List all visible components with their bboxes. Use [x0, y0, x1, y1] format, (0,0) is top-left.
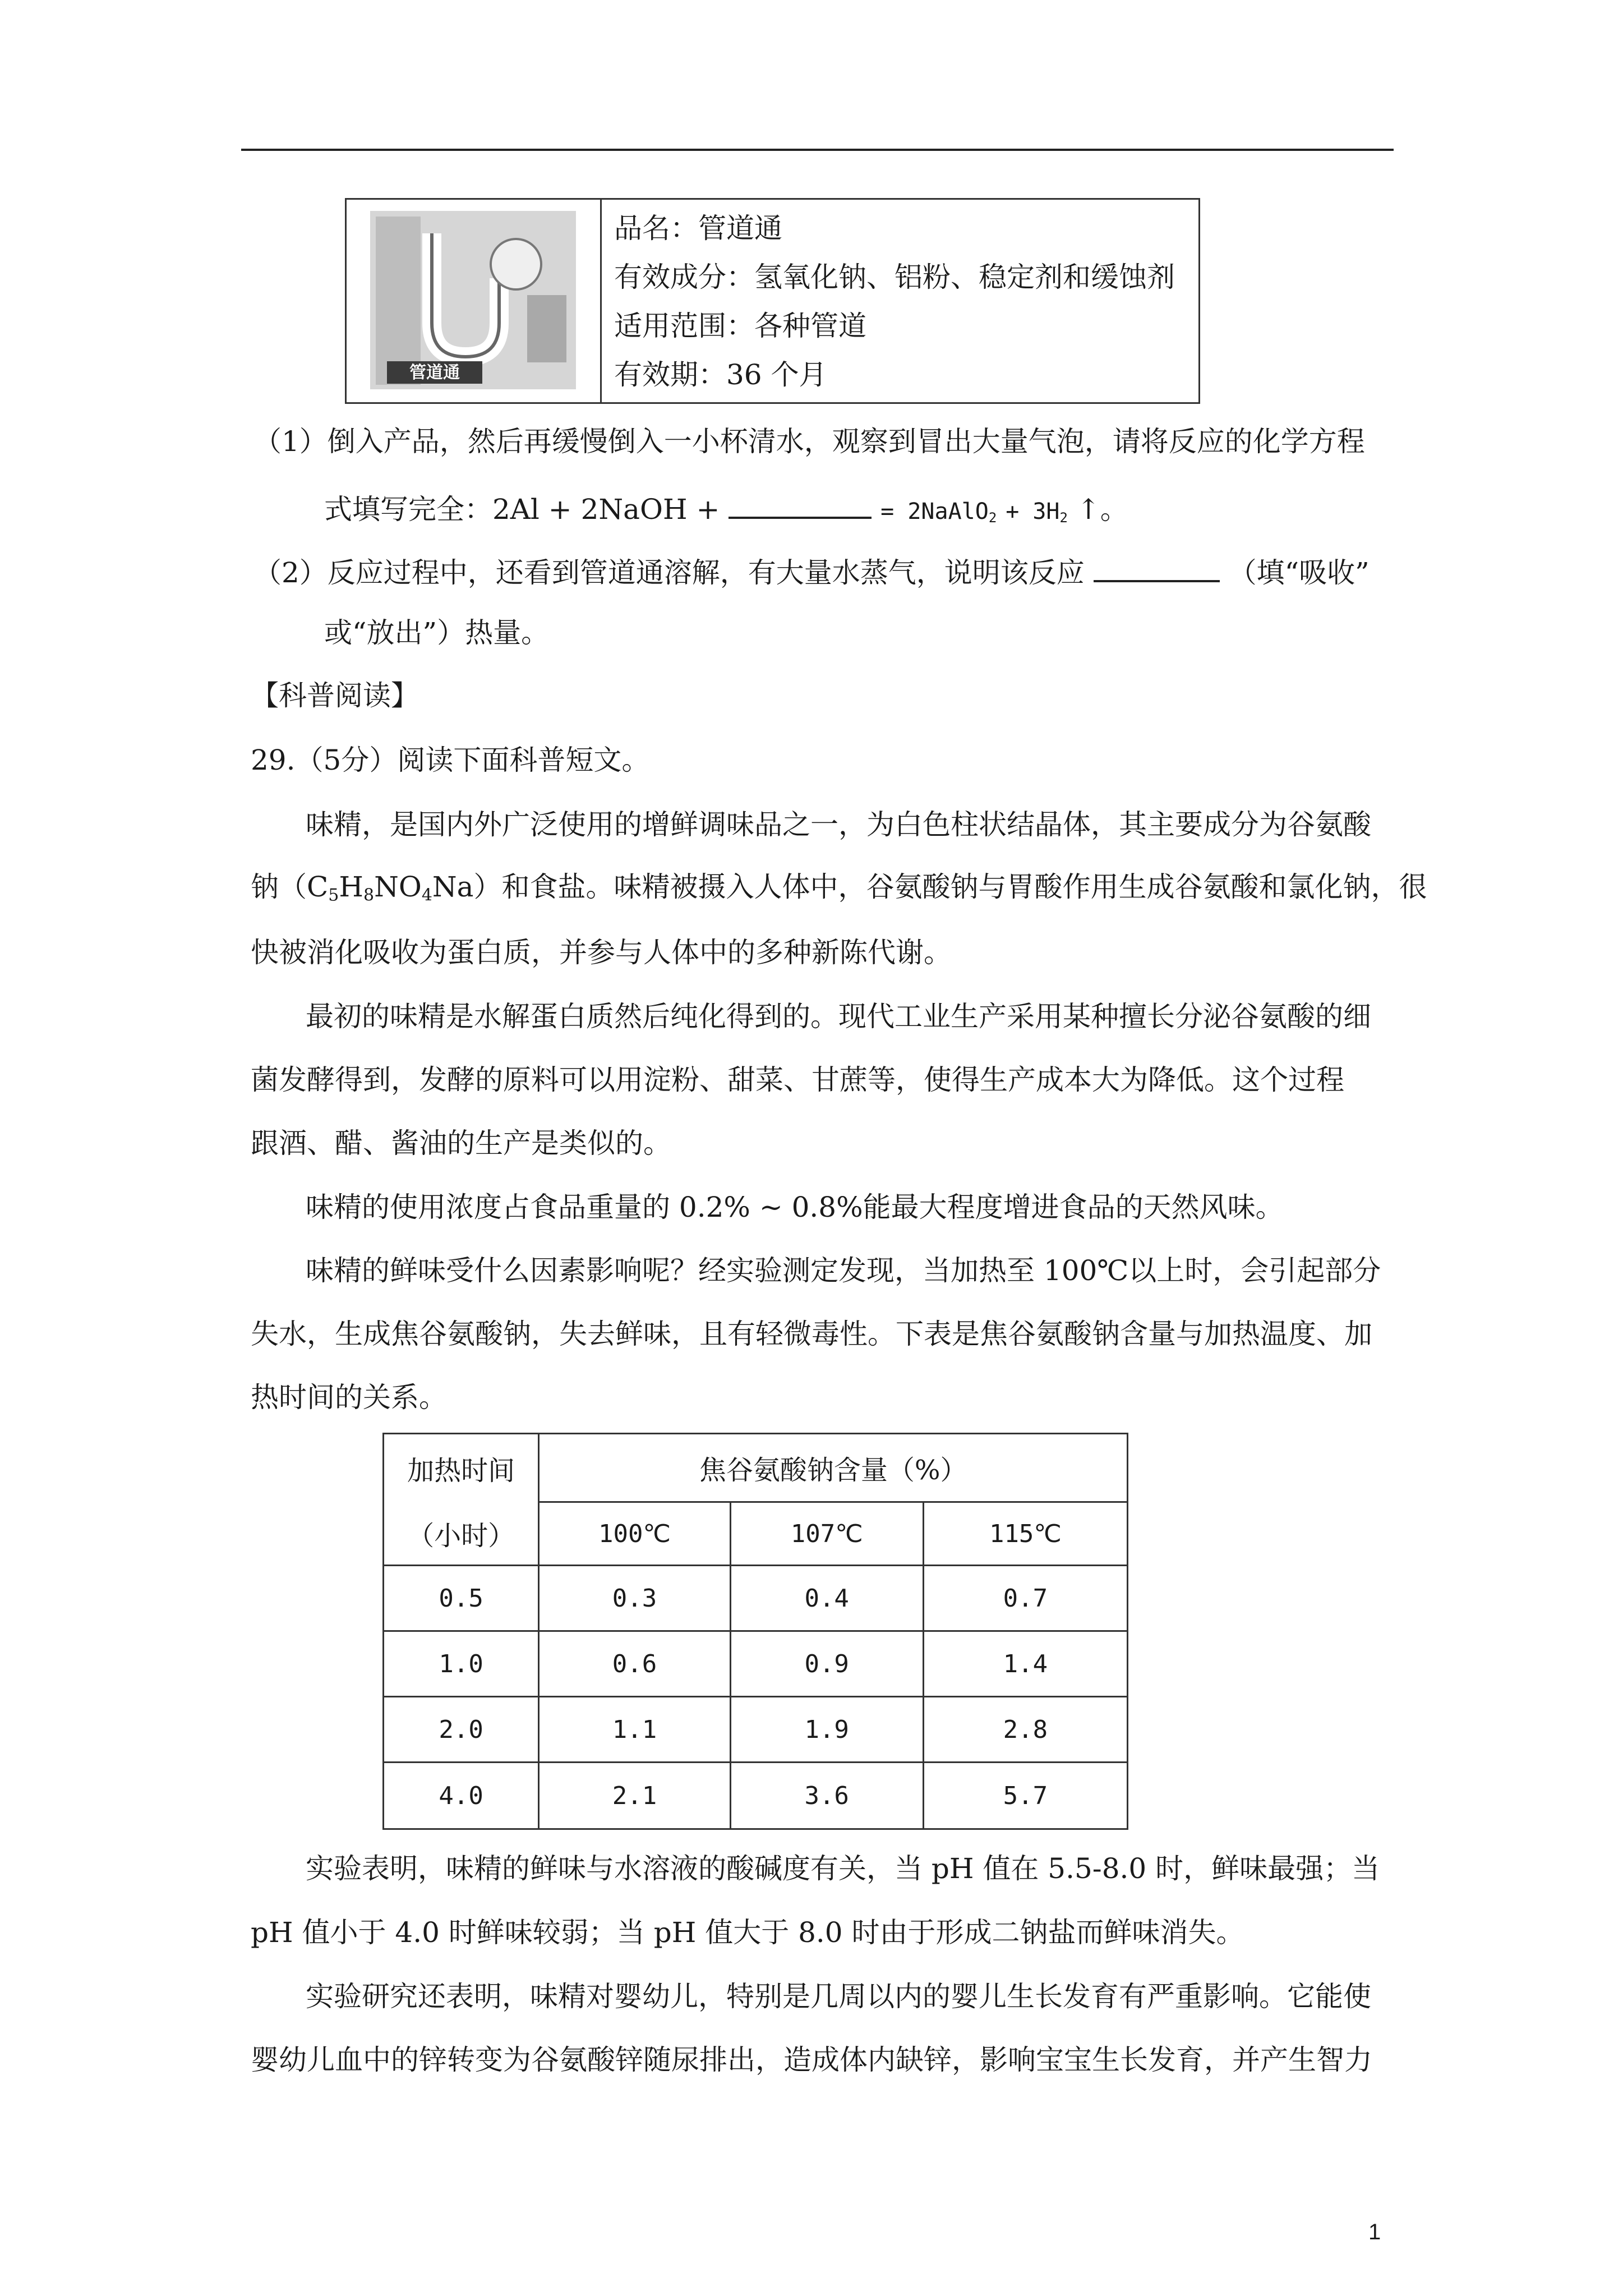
- product-scope: 适用范围：各种管道: [614, 310, 866, 342]
- svg-text:管道通: 管道通: [409, 363, 460, 383]
- p1-line1: 味精，是国内外广泛使用的增鲜调味品之一，为白色柱状结晶体，其主要成分为谷氨酸: [306, 808, 1371, 841]
- q1-answer-blank[interactable]: [728, 492, 872, 519]
- pyroglutamate-table: [382, 1433, 1128, 1830]
- header-time-label: 加热时间: [384, 1434, 539, 1502]
- p2-line1: 最初的味精是水解蛋白质然后纯化得到的。现代工业生产采用某种擅长分泌谷氨酸的细: [306, 1000, 1371, 1033]
- table-row: [384, 1566, 1128, 1631]
- p5-line2: pH 值小于 4.0 时鲜味较弱；当 pH 值大于 8.0 时由于形成二钠盐而鲜味消失。: [251, 1916, 1244, 1949]
- table-row: [384, 1697, 1128, 1763]
- q2-line1-prefix: （2）反应过程中，还看到管道通溶解，有大量水蒸气，说明该反应: [253, 556, 1085, 589]
- table-cell: 0.4: [730, 1566, 923, 1631]
- header-temp-115: 115℃: [923, 1502, 1127, 1566]
- q2-line2: 或“放出”）热量。: [324, 616, 550, 649]
- table-cell: 0.3: [539, 1566, 730, 1631]
- q1-equation-product-2: + $3H_2$: [1006, 499, 1068, 526]
- product-info-table: [345, 198, 1200, 404]
- q1-equation-product-1: = 2NaAlO$_2$: [880, 499, 997, 526]
- page-number: 1: [1368, 2220, 1381, 2244]
- q1-equation-prefix: 式填写完全：2Al + 2NaOH +: [324, 493, 720, 526]
- table-cell: 2.8: [923, 1697, 1127, 1763]
- table-cell: 1.1: [539, 1697, 730, 1763]
- p6-line2: 婴幼儿血中的锌转变为谷氨酸锌随尿排出，造成体内缺锌，影响宝宝生长发育，并产生智力: [251, 2044, 1372, 2076]
- table-cell: 3.6: [730, 1763, 923, 1829]
- q1-line2: [324, 492, 1128, 524]
- p2-line2: 菌发酵得到，发酵的原料可以用淀粉、甜菜、甘蔗等，使得生产成本大为降低。这个过程: [251, 1064, 1344, 1096]
- table-cell: 0.7: [923, 1566, 1127, 1631]
- p1-line3: 快被消化吸收为蛋白质，并参与人体中的多种新陈代谢。: [251, 936, 952, 969]
- p3-line1: 味精的使用浓度占食品重量的 0.2% ~ 0.8%能最大程度增进食品的天然风味。: [306, 1191, 1284, 1223]
- p4-line2: 失水，生成焦谷氨酸钠，失去鲜味，且有轻微毒性。下表是焦谷氨酸钠含量与加热温度、加: [251, 1318, 1372, 1350]
- product-text-cell: [602, 200, 1198, 402]
- table-cell: 1.9: [730, 1697, 923, 1763]
- header-rule: [241, 149, 1394, 151]
- product-photo: [370, 211, 576, 389]
- header-temp-100: 100℃: [539, 1502, 730, 1566]
- q1-line1: （1）倒入产品，然后再缓慢倒入一小杯清水，观察到冒出大量气泡，请将反应的化学方程: [253, 425, 1365, 458]
- table-cell: 1.0: [384, 1631, 539, 1697]
- p2-line3: 跟酒、醋、酱油的生产是类似的。: [251, 1127, 671, 1159]
- table-row: [384, 1631, 1128, 1697]
- q1-equation-suffix: ↑。: [1076, 493, 1128, 526]
- table-cell: 0.6: [539, 1631, 730, 1697]
- p4-line3: 热时间的关系。: [251, 1381, 447, 1414]
- table-cell: 0.5: [384, 1566, 539, 1631]
- product-name: 品名：管道通: [614, 212, 782, 245]
- q2-answer-blank[interactable]: [1094, 555, 1220, 582]
- p1-line2: 钠$(C_5H_8NO_4Na)$和食盐。味精被摄入人体中，谷氨酸钠与胃酸作用生成谷氨酸和氯化钠，很: [251, 871, 1427, 905]
- table-cell: 2.0: [384, 1697, 539, 1763]
- p5-line1: 实验表明，味精的鲜味与水溶液的酸碱度有关，当 pH 值在 5.5-8.0 时，鲜味最强；当: [306, 1852, 1380, 1885]
- table-cell: 4.0: [384, 1763, 539, 1829]
- header-time-unit: （小时）: [384, 1502, 539, 1566]
- header-content-label: 焦谷氨酸钠含量（%）: [539, 1434, 1128, 1502]
- product-package-illustration: [370, 211, 576, 389]
- table-cell: 1.4: [923, 1631, 1127, 1697]
- product-ingredients: 有效成分：氢氧化钠、铝粉、稳定剂和缓蚀剂: [614, 261, 1175, 293]
- p4-line1: 味精的鲜味受什么因素影响呢？经实验测定发现，当加热至 100℃以上时，会引起部分: [306, 1254, 1381, 1287]
- product-image-cell: [347, 200, 602, 402]
- p6-line1: 实验研究还表明，味精对婴幼儿，特别是几周以内的婴儿生长发育有严重影响。它能使: [306, 1980, 1371, 2013]
- table-cell: 2.1: [539, 1763, 730, 1829]
- q2-line1: [253, 555, 1370, 587]
- q29-heading: 29.（5分）阅读下面科普短文。: [251, 744, 650, 776]
- table-row: [384, 1763, 1128, 1829]
- q2-line1-suffix: （填“吸收”: [1228, 556, 1370, 589]
- product-shelf-life: 有效期：36 个月: [614, 358, 827, 391]
- table-cell: 0.9: [730, 1631, 923, 1697]
- header-temp-107: 107℃: [730, 1502, 923, 1566]
- section-heading: 【科普阅读】: [251, 679, 419, 712]
- table-cell: 5.7: [923, 1763, 1127, 1829]
